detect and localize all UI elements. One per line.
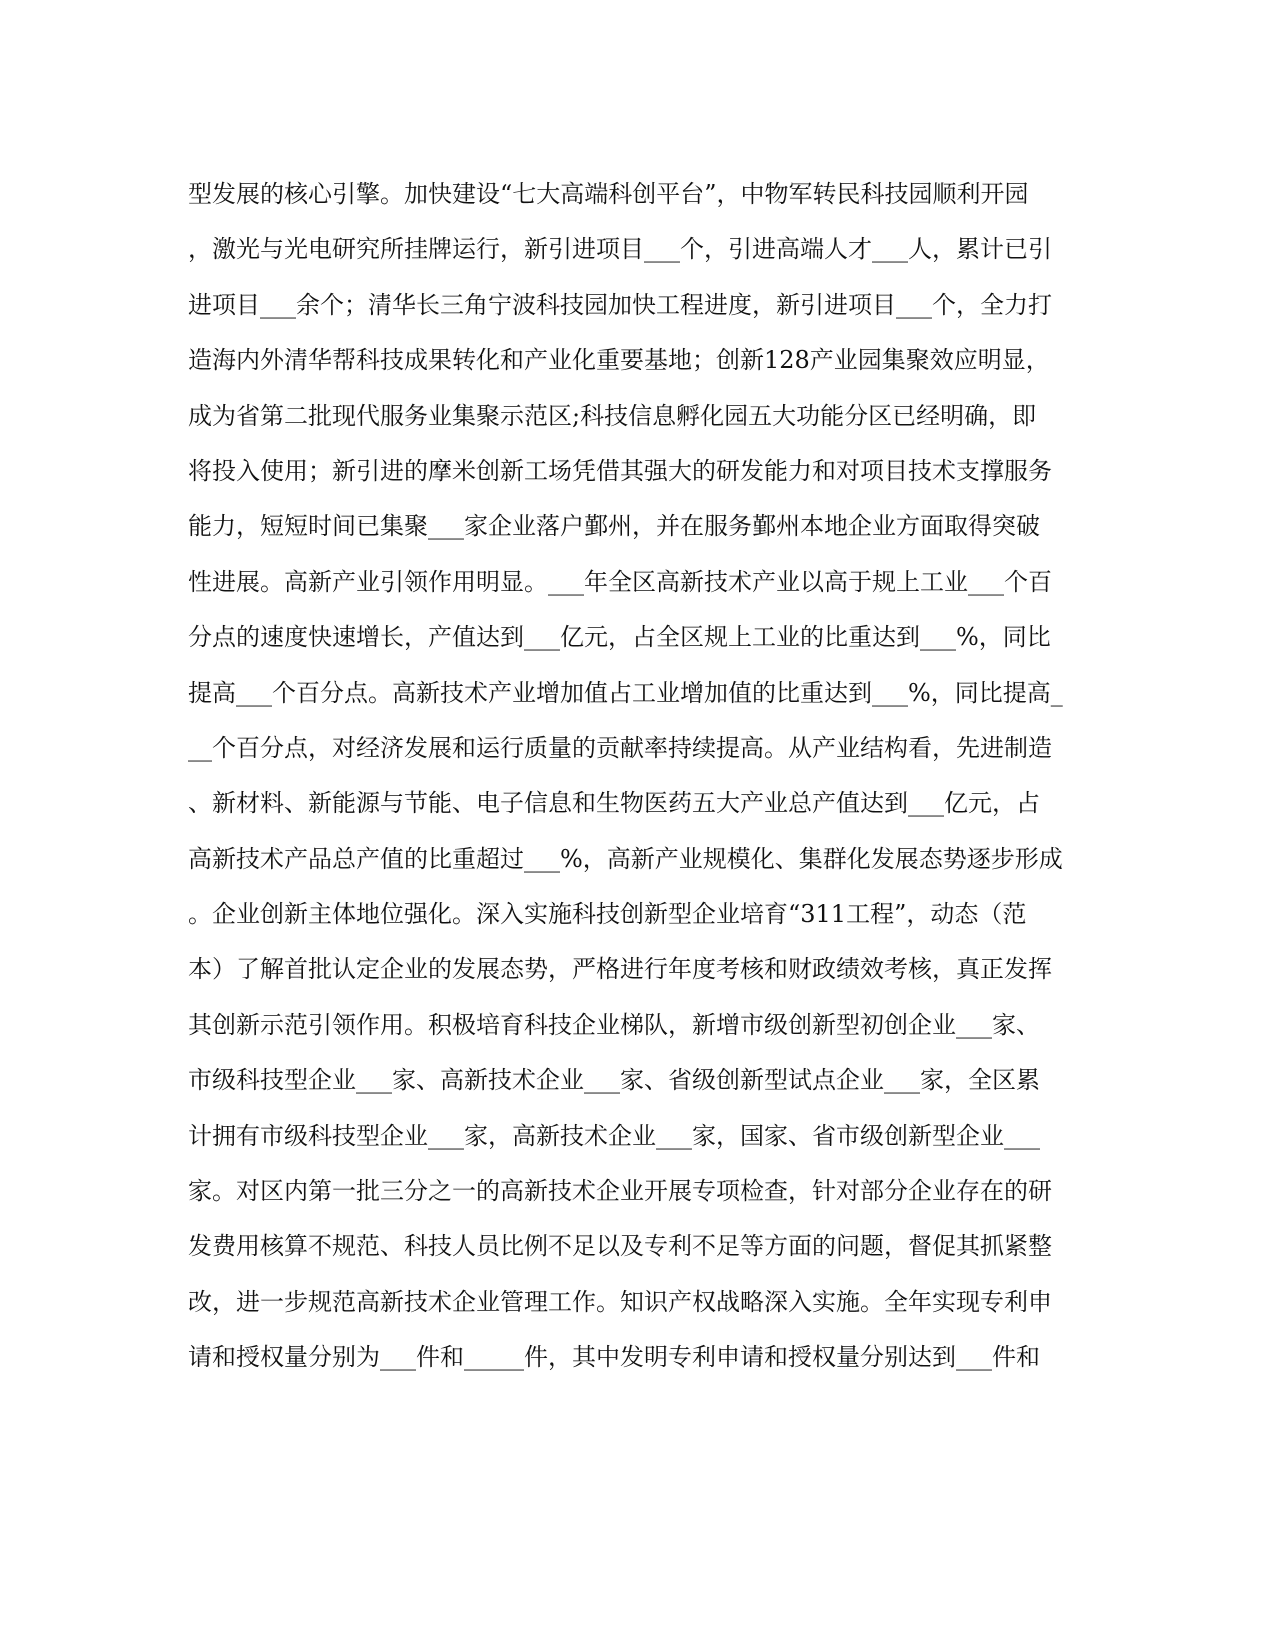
text-line: 其创新示范引领作用。积极培育科技企业梯队，新增市级创新型初创企业___家、 <box>188 1010 1040 1039</box>
text-line: 将投入使用；新引进的摩米创新工场凭借其强大的研发能力和对项目技术支撑服务 <box>188 456 1052 485</box>
text-line: 计拥有市级科技型企业___家，高新技术企业___家，国家、省市级创新型企业___ <box>188 1121 1040 1150</box>
text-line: 型发展的核心引擎。加快建设“七大高端科创平台”，中物军转民科技园顺利开园 <box>188 180 1029 208</box>
text-line: 提高___个百分点。高新技术产业增加值占工业增加值的比重达到___%，同比提高_ <box>188 678 1063 707</box>
text-line: 性进展。高新产业引领作用明显。___年全区高新技术产业以高于规上工业___个百 <box>188 567 1052 596</box>
text-line: 能力，短短时间已集聚___家企业落户鄞州，并在服务鄞州本地企业方面取得突破 <box>188 512 1040 541</box>
text-line: ，激光与光电研究所挂牌运行，新引进项目___个，引进高端人才___人，累计已引 <box>188 235 1052 264</box>
text-line: 本）了解首批认定企业的发展态势，严格进行年度考核和财政绩效考核，真正发挥 <box>188 955 1052 984</box>
body-text <box>188 167 1088 1386</box>
text-line: 发费用核算不规范、科技人员比例不足以及专利不足等方面的问题，督促其抓紧整 <box>188 1232 1052 1261</box>
text-line: 分点的速度快速增长，产值达到___亿元，占全区规上工业的比重达到___%，同比 <box>188 623 1051 652</box>
text-line: 市级科技型企业___家、高新技术企业___家、省级创新型试点企业___家，全区累 <box>188 1066 1040 1095</box>
text-line: 。企业创新主体地位强化。深入实施科技创新型企业培育“311工程”，动态（范 <box>188 900 1027 929</box>
text-line: 、新材料、新能源与节能、电子信息和生物医药五大产业总产值达到___亿元，占 <box>188 789 1040 818</box>
text-line: 造海内外清华帮科技成果转化和产业化重要基地；创新128产业园集聚效应明显， <box>188 346 1050 375</box>
text-line: 改，进一步规范高新技术企业管理工作。知识产权战略深入实施。全年实现专利申 <box>188 1287 1052 1316</box>
text-line: 家。对区内第一批三分之一的高新技术企业开展专项检查，针对部分企业存在的研 <box>188 1177 1052 1206</box>
text-line: 高新技术产品总产值的比重超过___%，高新产业规模化、集群化发展态势逐步形成 <box>188 844 1063 873</box>
text-line: __个百分点，对经济发展和运行质量的贡献率持续提高。从产业结构看，先进制造 <box>188 733 1052 762</box>
text-line: 成为省第二批现代服务业集聚示范区;科技信息孵化园五大功能分区已经明确，即 <box>188 401 1037 430</box>
text-line: 请和授权量分别为___件和_____件，其中发明专利申请和授权量分别达到___件和 <box>188 1343 1040 1372</box>
text-line: 进项目___余个；清华长三角宁波科技园加快工程进度，新引进项目___个，全力打 <box>188 290 1052 319</box>
